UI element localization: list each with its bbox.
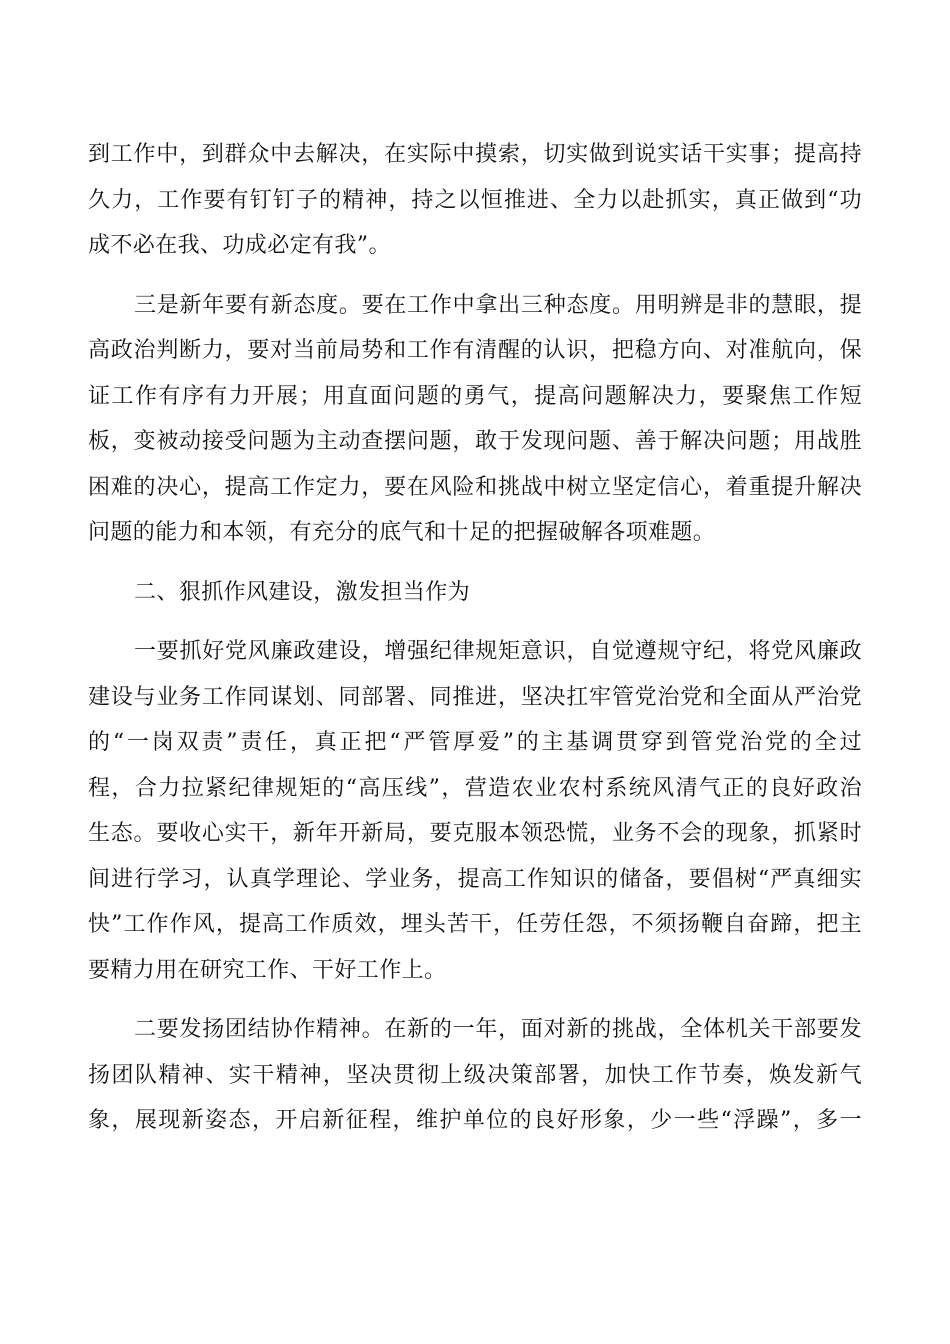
text-line: 象，展现新姿态，开启新征程，维护单位的良好形象，少一些“浮躁”，多一 <box>88 1108 862 1133</box>
paragraph <box>88 132 862 269</box>
text-line: 间进行学习，认真学理论、学业务，提高工作知识的储备，要倡树“严真细实 <box>88 866 862 892</box>
text-line: 生态。要收心实干，新年开新局，要克服本领恐慌，业务不会的现象，抓紧时 <box>88 821 862 846</box>
document-body <box>88 132 862 1158</box>
heading-text: 二、狠抓作风建设，激发担当作为 <box>134 579 471 605</box>
text-line: 扬团队精神、实干精神，坚决贯彻上级决策部署，加快工作节奏，焕发新气 <box>88 1062 862 1088</box>
text-line: 证工作有序有力开展；用直面问题的勇气，提高问题解决力，要聚焦工作短 <box>88 383 862 409</box>
paragraph <box>88 283 862 556</box>
section-heading <box>88 570 862 616</box>
text-line: 久力，工作要有钉钉子的精神，持之以恒推进、全力以赴抓实，真正做到“功 <box>88 187 862 213</box>
text-line: 板，变被动接受问题为主动查摆问题，敢于发现问题、善于解决问题；用战胜 <box>88 429 862 454</box>
paragraph <box>88 629 862 993</box>
text-line: 的“一岗双责”责任，真正把“严管厚爱”的主基调贯穿到管党治党的全过 <box>88 730 862 755</box>
text-line: 困难的决心，提高工作定力，要在风险和挑战中树立坚定信心，着重提升解决 <box>88 474 862 500</box>
text-line: 建设与业务工作同谋划、同部署、同推进，坚决扛牢管党治党和全面从严治党 <box>88 684 862 710</box>
text-line: 到工作中，到群众中去解决，在实际中摸索，切实做到说实话干实事；提高持 <box>88 142 862 167</box>
paragraph <box>88 1007 862 1144</box>
text-line: 高政治判断力，要对当前局势和工作有清醒的认识，把稳方向、对准航向，保 <box>88 338 862 363</box>
text-line: 快”工作作风，提高工作质效，埋头苦干，任劳任怨，不须扬鞭自奋蹄，把主 <box>88 912 862 937</box>
text-line: 成不必在我、功成必定有我”。 <box>88 233 391 258</box>
text-line: 程，合力拉紧纪律规矩的“高压线”，营造农业农村系统风清气正的良好政治 <box>88 775 862 801</box>
text-line: 一要抓好党风廉政建设，增强纪律规矩意识，自觉遵规守纪，将党风廉政 <box>134 639 862 664</box>
text-line: 要精力用在研究工作、干好工作上。 <box>88 957 447 983</box>
text-line: 二要发扬团结协作精神。在新的一年，面对新的挑战，全体机关干部要发 <box>134 1017 862 1042</box>
text-line: 问题的能力和本领，有充分的底气和十足的把握破解各项难题。 <box>88 520 716 545</box>
text-line: 三是新年要有新态度。要在工作中拿出三种态度。用明辨是非的慧眼，提 <box>134 292 862 318</box>
